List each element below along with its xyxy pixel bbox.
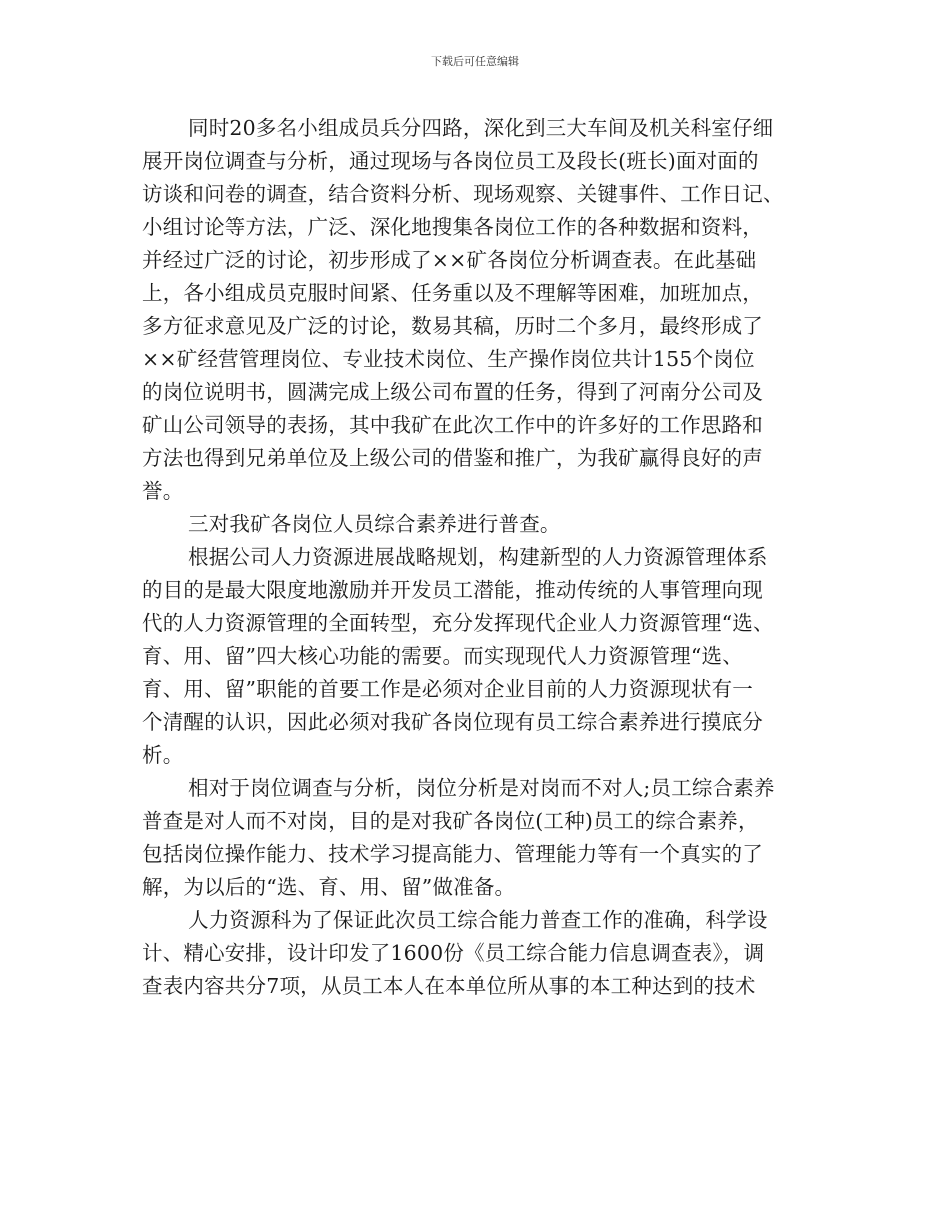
text-line: 并经过广泛的讨论，初步形成了××矿各岗位分析调查表。在此基础 [142, 248, 757, 272]
text-line: 展开岗位调查与分析，通过现场与各岗位员工及段长(班长)面对面的 [142, 149, 759, 173]
section-heading: 三对我矿各岗位人员综合素养进行普查。 [188, 512, 561, 536]
text-line: 访谈和问卷的调查，结合资料分析、现场观察、关键事件、工作日记、 [142, 182, 784, 206]
text-line: 人力资源科为了保证此次员工综合能力普查工作的准确，科学设 [188, 908, 768, 932]
text-line: 育、用、留”四大核心功能的需要。而实现现代人力资源管理“选、 [142, 644, 743, 668]
text-line: 同时20多名小组成员兵分四路，深化到三大车间及机关科室仔细 [188, 116, 774, 140]
text-line: 育、用、留”职能的首要工作是必须对企业目前的人力资源现状有一 [142, 677, 753, 701]
text-line: 普查是对人而不对岗，目的是对我矿各岗位(工种)员工的综合素养， [142, 809, 759, 833]
page-header: 下载后可任意编辑 [431, 55, 519, 68]
text-line: 的岗位说明书，圆满完成上级公司布置的任务，得到了河南分公司及 [142, 380, 763, 404]
text-line: 个清醒的认识，因此必须对我矿各岗位现有员工综合素养进行摸底分 [142, 710, 763, 734]
text-line: 解，为以后的“选、育、用、留”做准备。 [142, 875, 516, 899]
text-line: 的目的是最大限度地激励并开发员工潜能，推动传统的人事管理向现 [142, 578, 763, 602]
text-line: 查表内容共分7项，从员工本人在本单位所从事的本工种达到的技术 [142, 974, 756, 998]
text-line: 相对于岗位调查与分析，岗位分析是对岗而不对人;员工综合素养 [188, 776, 775, 800]
text-line: 方法也得到兄弟单位及上级公司的借鉴和推广，为我矿赢得良好的声 [142, 446, 763, 470]
text-line: 包括岗位操作能力、技术学习提高能力、管理能力等有一个真实的了 [142, 842, 763, 866]
text-line: 多方征求意见及广泛的讨论，数易其稿，历时二个多月，最终形成了 [142, 314, 763, 338]
text-line: 小组讨论等方法，广泛、深化地搜集各岗位工作的各种数据和资料， [142, 215, 763, 239]
text-line: ××矿经营管理岗位、专业技术岗位、生产操作岗位共计155个岗位 [142, 347, 755, 371]
text-line: 代的人力资源管理的全面转型，充分发挥现代企业人力资源管理“选、 [142, 611, 774, 635]
text-line: 析。 [142, 743, 184, 767]
text-line: 上，各小组成员克服时间紧、任务重以及不理解等困难，加班加点， [142, 281, 763, 305]
text-line: 矿山公司领导的表扬，其中我矿在此次工作中的许多好的工作思路和 [142, 413, 763, 437]
text-line: 计、精心安排，设计印发了1600份《员工综合能力信息调查表》，调 [142, 941, 765, 965]
text-line: 誉。 [142, 479, 184, 503]
text-line: 根据公司人力资源进展战略规划，构建新型的人力资源管理体系 [188, 545, 768, 569]
